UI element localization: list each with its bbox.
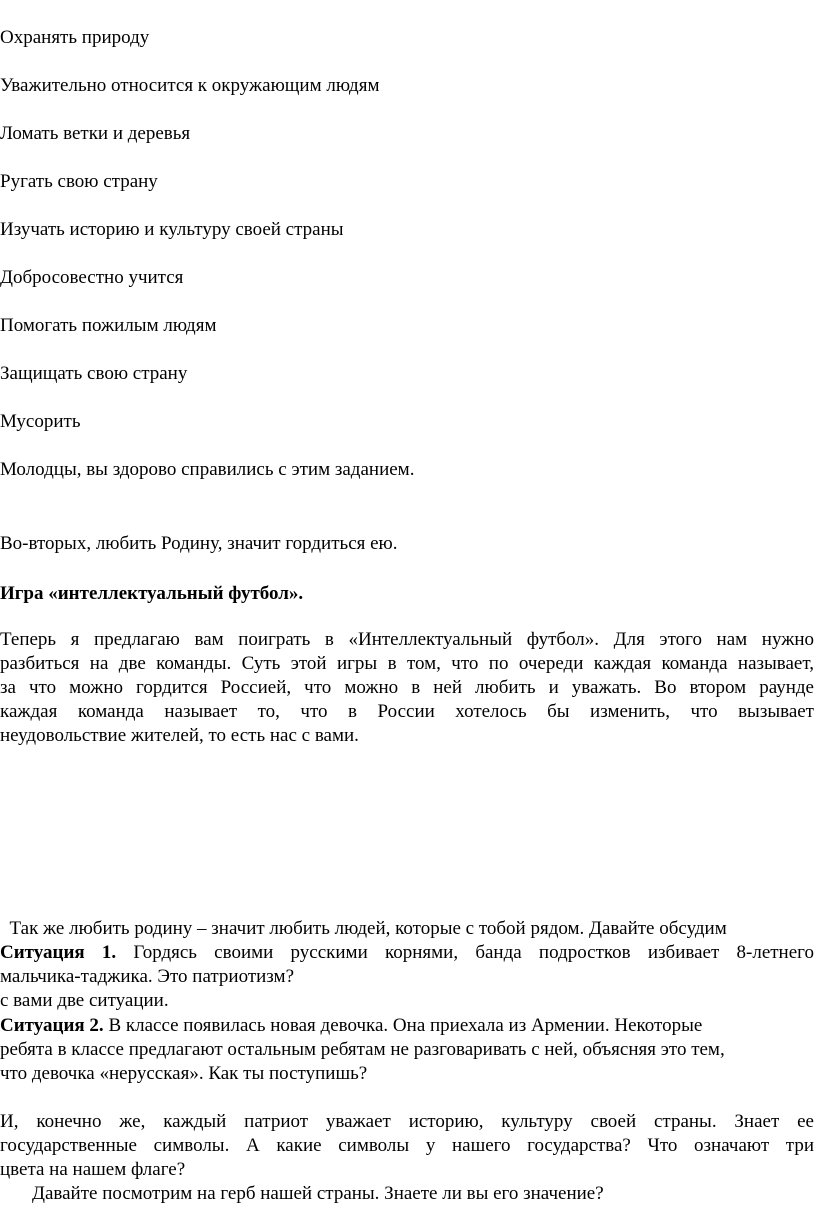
love-people-line: с вами две ситуации.: [0, 990, 169, 1011]
list-item: Защищать свою страну: [0, 363, 188, 384]
situation-1-line: мальчика-таджика. Это патриотизм?: [0, 966, 294, 987]
list-item: Помогать пожилым людям: [0, 315, 217, 336]
game-line: неудовольствие жителей, то есть нас с вами.: [0, 725, 359, 746]
list-item: Охранять природу: [0, 27, 150, 48]
situation-2-label: Ситуация 2.: [0, 1015, 104, 1036]
patriot-line: И, конечно же, каждый патриот уважает историю, культуру своей страны. Знает ее: [0, 1111, 814, 1132]
game-title-text: Игра «интеллектуальный футбол».: [0, 583, 304, 604]
situation-1: [0, 941, 814, 989]
situation-1-line: [0, 941, 814, 965]
coat-of-arms-text: Давайте посмотрим на герб нашей страны. Знаете ли вы его значение?: [32, 1183, 604, 1204]
situation-2: [0, 1014, 814, 1086]
situation-1-text: Гордясь своими русскими корнями, банда подростков избивает 8-летнего: [116, 942, 814, 963]
praise-text: Молодцы, вы здорово справились с этим заданием.: [0, 459, 415, 480]
patriot-line: государственные символы. А какие символы у нашего государства? Что означают три: [0, 1135, 814, 1156]
secondly-text: Во-вторых, любить Родину, значит гордиться ею.: [0, 533, 398, 554]
game-paragraph: [0, 628, 814, 748]
list-item: Ругать свою страну: [0, 171, 158, 192]
list-item: Добросовестно учится: [0, 267, 184, 288]
situation-1-label: Ситуация 1.: [0, 942, 117, 963]
patriot-paragraph: [0, 1110, 814, 1182]
situation-2-text: В классе появилась новая девочка. Она приехала из Армении. Некоторые: [103, 1015, 703, 1036]
list-item: Изучать историю и культуру своей страны: [0, 219, 344, 240]
list-item: Мусорить: [0, 411, 81, 432]
game-line: каждая команда называет то, что в России хотелось бы изменить, что вызывает: [0, 701, 814, 722]
patriot-line: цвета на нашем флаге?: [0, 1159, 186, 1180]
game-line: за что можно гордится Россией, что можно в ней любить и уважать. Во втором раунде: [0, 677, 814, 698]
love-people-line: Так же любить родину – значит любить людей, которые с тобой рядом. Давайте обсудим: [0, 918, 727, 939]
game-title: [0, 582, 303, 606]
list-item: Ломать ветки и деревья: [0, 123, 191, 144]
situation-2-line: [0, 1014, 814, 1038]
game-line: разбиться на две команды. Суть этой игры в том, что по очереди каждая команда называет,: [0, 653, 814, 674]
game-line: Теперь я предлагаю вам поиграть в «Интеллектуальный футбол». Для этого нам нужно: [0, 629, 814, 650]
situation-2-line: ребята в классе предлагают остальным ребятам не разговаривать с ней, объясняя это тем,: [0, 1039, 725, 1060]
situation-2-line: что девочка «нерусская». Как ты поступишь?: [0, 1063, 368, 1084]
list-item: Уважительно относится к окружающим людям: [0, 75, 380, 96]
